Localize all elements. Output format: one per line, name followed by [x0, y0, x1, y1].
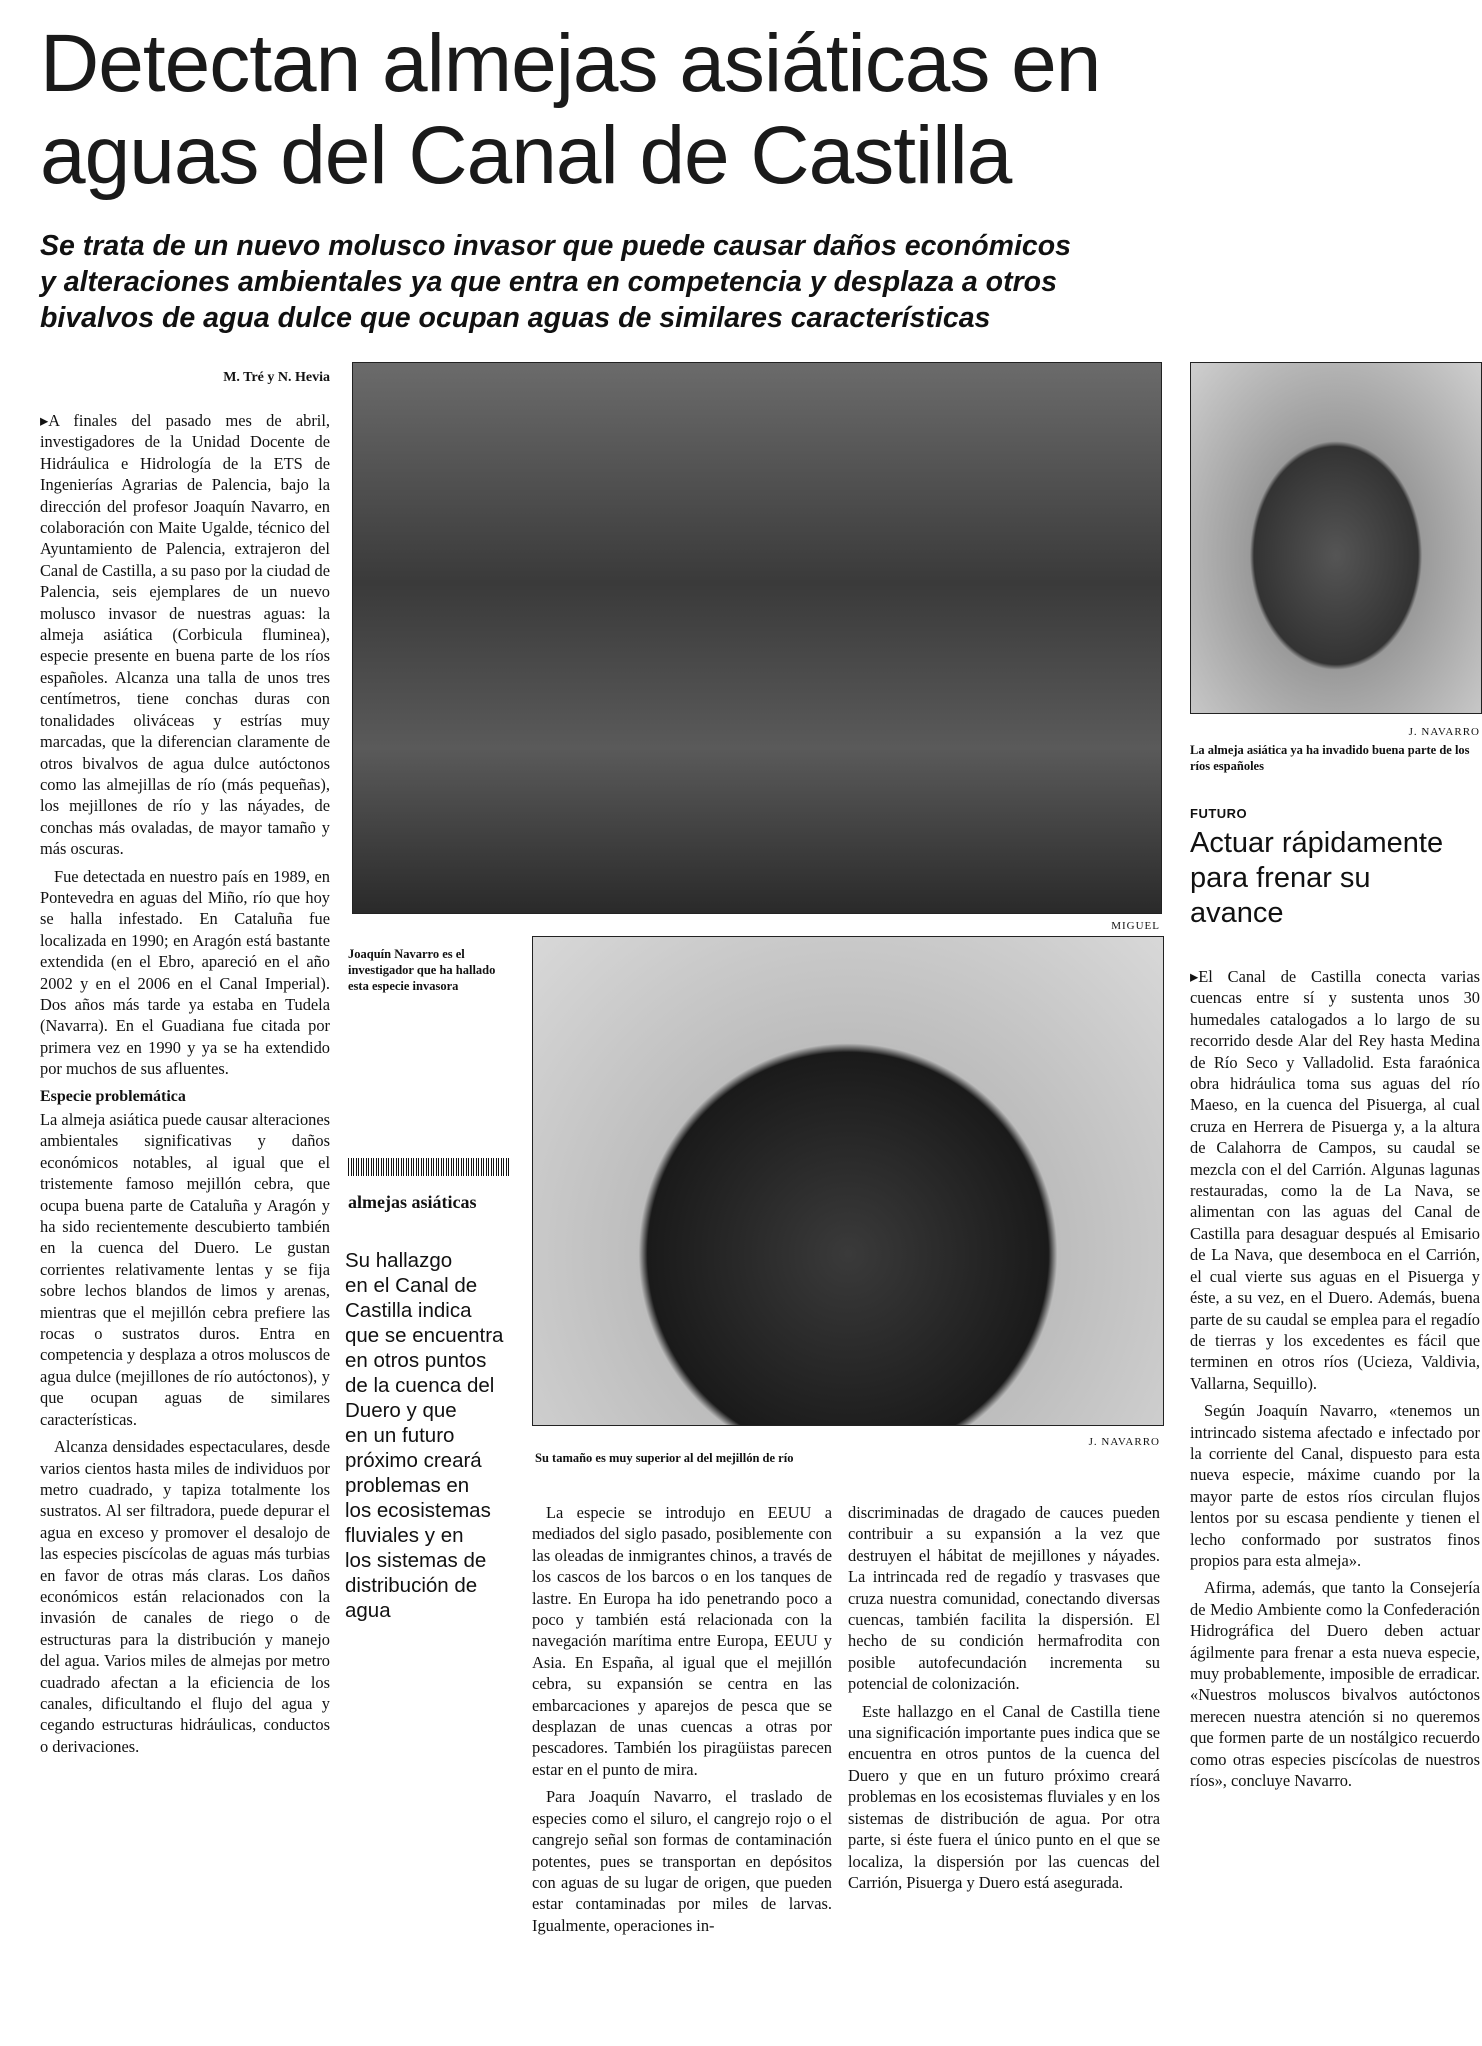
headline-line-2: aguas del Canal de Castilla — [40, 110, 1012, 201]
highlight-line: fluviales y en — [345, 1524, 464, 1547]
col3-paragraph-2: Para Joaquín Navarro, el traslado de especies como el siluro, el cangrejo rojo o el cangrejo señal son formas de contaminación potentes, pues se transportan en depósitos con aguas de su lugar de origen, que pueden estar contaminadas por miles de larvas. Igualmente, operaciones in- — [532, 1787, 832, 1935]
highlight-line: en un futuro — [345, 1424, 455, 1447]
col1-paragraph-1: ▸ A finales del pasado mes de abril, investigadores de la Unidad Docente de Hidráulica e Hidrología de la ETS de Ingenierías Agrarias de Palencia, bajo la dirección del profesor Joaquín Navarro, en colaboración con Maite Ugalde, técnico del Ayuntamiento de Palencia, extrajeron del Canal de Castilla, a su paso por la ciudad de Palencia, seis ejemplares de un nuevo molusco invasor de nuestras aguas: la almeja asiática (Corbicula fluminea), especie presente en buena parte de los ríos españoles. Alcanza una talla de unos tres centímetros, tiene conchas duras con tonalidades oliváceas y estrías muy marcadas, que la diferencian claramente de otros bivalvos de agua dulce autóctonos como las almejillas de río (más pequeñas), los mejillones de río y las náyades, de conchas más ovaladas, de mayor tamaño y más oscuras. — [40, 410, 330, 860]
sidebar-title-line-2: para frenar su — [1190, 862, 1371, 894]
sidebar-title-line-3: avance — [1190, 897, 1284, 929]
subhead-line-2: y alteraciones ambientales ya que entra en competencia y desplaza a otros — [40, 266, 1057, 298]
sidebar-title — [1190, 826, 1480, 931]
highlight-line: en otros puntos — [345, 1349, 487, 1372]
sidebar-text — [1190, 966, 1480, 1797]
photo-clams-credit: J. NAVARRO — [1088, 1436, 1160, 1448]
sidebar-paragraph-1: ▸ El Canal de Castilla conecta varias cuencas entre sí y sustenta unos 30 humedales catalogados a lo largo de su recorrido desde Alar del Rey hasta Medina de Río Seco y Valladolid. Esta faraónica obra hidráulica toma sus aguas del río Maeso, en la cuenca del Pisuerga, al cual cruza en Herrera de Pisuerga y, a la altura de Calahorra de Campos, su caudal se mezcla con el del Carrión. Algunas lagunas restauradas, como la de La Nava, se alimentan con las aguas del Canal de Castilla para desaguar después al Emisario de La Nava, que desemboca en el Carrión, el cual vierte sus aguas en el Pisuerga y éste, a su vez, en el Duero. Además, buena parte de su caudal se emplea para el regadío de tierras y los excedentes es fácil que terminen en otros ríos (Ucieza, Valdivia, Vallarna, Sequillo). — [1190, 966, 1480, 1394]
highlight-text — [345, 1248, 515, 1623]
photo-office-caption: Joaquín Navarro es el investigador que ha hallado esta especie invasora — [348, 947, 496, 993]
byline: M. Tré y N. Hevia — [223, 370, 330, 385]
highlight-line: próximo creará — [345, 1449, 482, 1472]
col1-paragraph-2: Fue detectada en nuestro país en 1989, en Pontevedra en aguas del Miño, río que hoy se halla infestado. En Cataluña fue localizada en 1990; en Aragón está bastante extendida (en el Ebro, apareció en el año 2002 y en el 2006 en el Canal Imperial). Dos años más tarde ya estaba en Tudela (Navarra). En el Guadiana fue citada por primera vez en 1990 y ya se ha extendido por muchos de sus afluentes. — [40, 866, 330, 1079]
subhead — [40, 228, 1160, 336]
highlight-line: distribución de — [345, 1574, 478, 1597]
highlight-line: los ecosistemas — [345, 1499, 491, 1522]
article-column-1 — [40, 410, 330, 1763]
highlight-line: de la cuenca del — [345, 1374, 495, 1397]
col3-paragraph-1: La especie se introdujo en EEUU a mediados del siglo pasado, posiblemente con las oleadas de inmigrantes chinos, a través de los cascos de los barcos o en los tanques de lastre. En Europa ha ido penetrando poco a poco y también está relacionada con la navegación marítima entre Europa, EEUU y Asia. En España, al igual que el mejillón cebra, su expansión se centra en las embarcaciones y aparejos de pesca que se desplazan de unas cuencas a otras por pescadores. También los piragüistas parecen estar en el punto de mira. — [532, 1503, 832, 1779]
headline — [40, 18, 1200, 202]
highlight-bar-decoration — [348, 1158, 510, 1176]
photo-clams-caption: Su tamaño es muy superior al del mejillón de río — [535, 1451, 794, 1465]
highlight-line: los sistemas de — [345, 1549, 487, 1572]
highlight-line: agua — [345, 1599, 391, 1622]
sidebar-kicker: FUTURO — [1190, 806, 1248, 821]
section-heading: Especie problemática — [40, 1087, 186, 1105]
col1-paragraph-4: Alcanza densidades espectaculares, desde varios cientos hasta miles de individuos por metro cuadrado, y tapiza totalmente los sustratos. Al ser filtradora, puede depurar el agua en exceso y promover el desalojo de las especies piscícolas de aguas más turbias en favor de otras más claras. Los daños económicos están relacionados con la invasión de canales de riego o de estructuras para la distribución y manejo del agua. Varios miles de almejas por metro cuadrado afectan a la eficiencia de los canales, dificultando el flujo del agua y cegando estructuras hidráulicas, conductos o derivaciones. — [40, 1437, 330, 1756]
subhead-line-1: Se trata de un nuevo molusco invasor que puede causar daños económicos — [40, 230, 1072, 262]
article-column-4 — [848, 1502, 1160, 1899]
highlight-line: en el Canal de — [345, 1274, 478, 1297]
photo-clams-with-ruler — [532, 936, 1164, 1426]
col4-paragraph-2: Este hallazgo en el Canal de Castilla tiene una significación importante pues indica que se encuentra en otros puntos de la cuenca del Duero y que en un futuro próximo creará problemas en los ecosistemas fluviales y en los sistemas de distribución de agua. Por otra parte, si éste fuera el único punto en el que se localiza, la dispersión por las cuencas del Carrión, Pisuerga y Duero está asegurada. — [848, 1701, 1160, 1892]
col4-paragraph-1: discriminadas de dragado de cauces pueden contribuir a su expansión a la vez que destruyen el hábitat de mejillones y náyades. La intrincada red de regadío y trasvases que cruza nuestra comunidad, conectando diversas cuencas, también facilita la dispersión. El hecho de su condición hermafrodita con posible autofecundación incrementa su potencial de colonización. — [848, 1503, 1160, 1694]
highlight-line: problemas en — [345, 1474, 470, 1497]
highlight-line: Su hallazgo — [345, 1249, 453, 1272]
highlight-line: Duero y que — [345, 1399, 457, 1422]
article-column-3 — [532, 1502, 832, 1942]
col1-paragraph-3: La almeja asiática puede causar alteraciones ambientales significativas y daños económicos notables, al igual que el tristemente famoso mejillón cebra, que ocupa buena parte de Cataluña y Aragón y ha sido recientemente descubierto también en la cuenca del Duero. Le gustan corrientes relativamente lentas y se fija sobre lechos blandos de limos y arenas, mientras que el mejillón cebra prefiere las rocas o sustratos duros. Entra en competencia y desplaza a otros moluscos de agua dulce (mejillones de río autóctonos), y que ocupan aguas de similares características. — [40, 1110, 330, 1429]
sidebar-paragraph-2: Según Joaquín Navarro, «tenemos un intrincado sistema afectado e infectado por la corriente del Canal, dispuesto para esta nueva especie, máxime cuando por la mayor parte de estos ríos circulan flujos lentos por su escasa pendiente y tienen el lecho conformado por sustratos finos propios para esta almeja». — [1190, 1401, 1480, 1570]
highlight-line: que se encuentra — [345, 1324, 504, 1347]
photo-researcher-office — [352, 362, 1162, 914]
subhead-line-3: bivalvos de agua dulce que ocupan aguas de similares características — [40, 302, 991, 334]
photo-asian-clam — [1190, 362, 1482, 714]
highlight-label: almejas asiáticas — [348, 1192, 477, 1212]
sidebar-title-line-1: Actuar rápidamente — [1190, 827, 1444, 859]
headline-line-1: Detectan almejas asiáticas en — [40, 18, 1101, 109]
photo-clam-credit: J. NAVARRO — [1408, 726, 1480, 738]
photo-clam-caption: La almeja asiática ya ha invadido buena parte de los ríos españoles — [1190, 743, 1470, 773]
photo-office-credit: MIGUEL — [1111, 920, 1160, 932]
sidebar-paragraph-3: Afirma, además, que tanto la Consejería de Medio Ambiente como la Confederación Hidrográfica del Duero deben actuar ágilmente para frenar a esta nueva especie, muy probablemente, imposible de erradicar. «Nuestros moluscos bivalvos autóctonos merecen nuestra atención si no queremos que formen parte de un nostálgico recuerdo como otras especies piscícolas de nuestros ríos», concluye Navarro. — [1190, 1578, 1480, 1791]
highlight-line: Castilla indica — [345, 1299, 472, 1322]
